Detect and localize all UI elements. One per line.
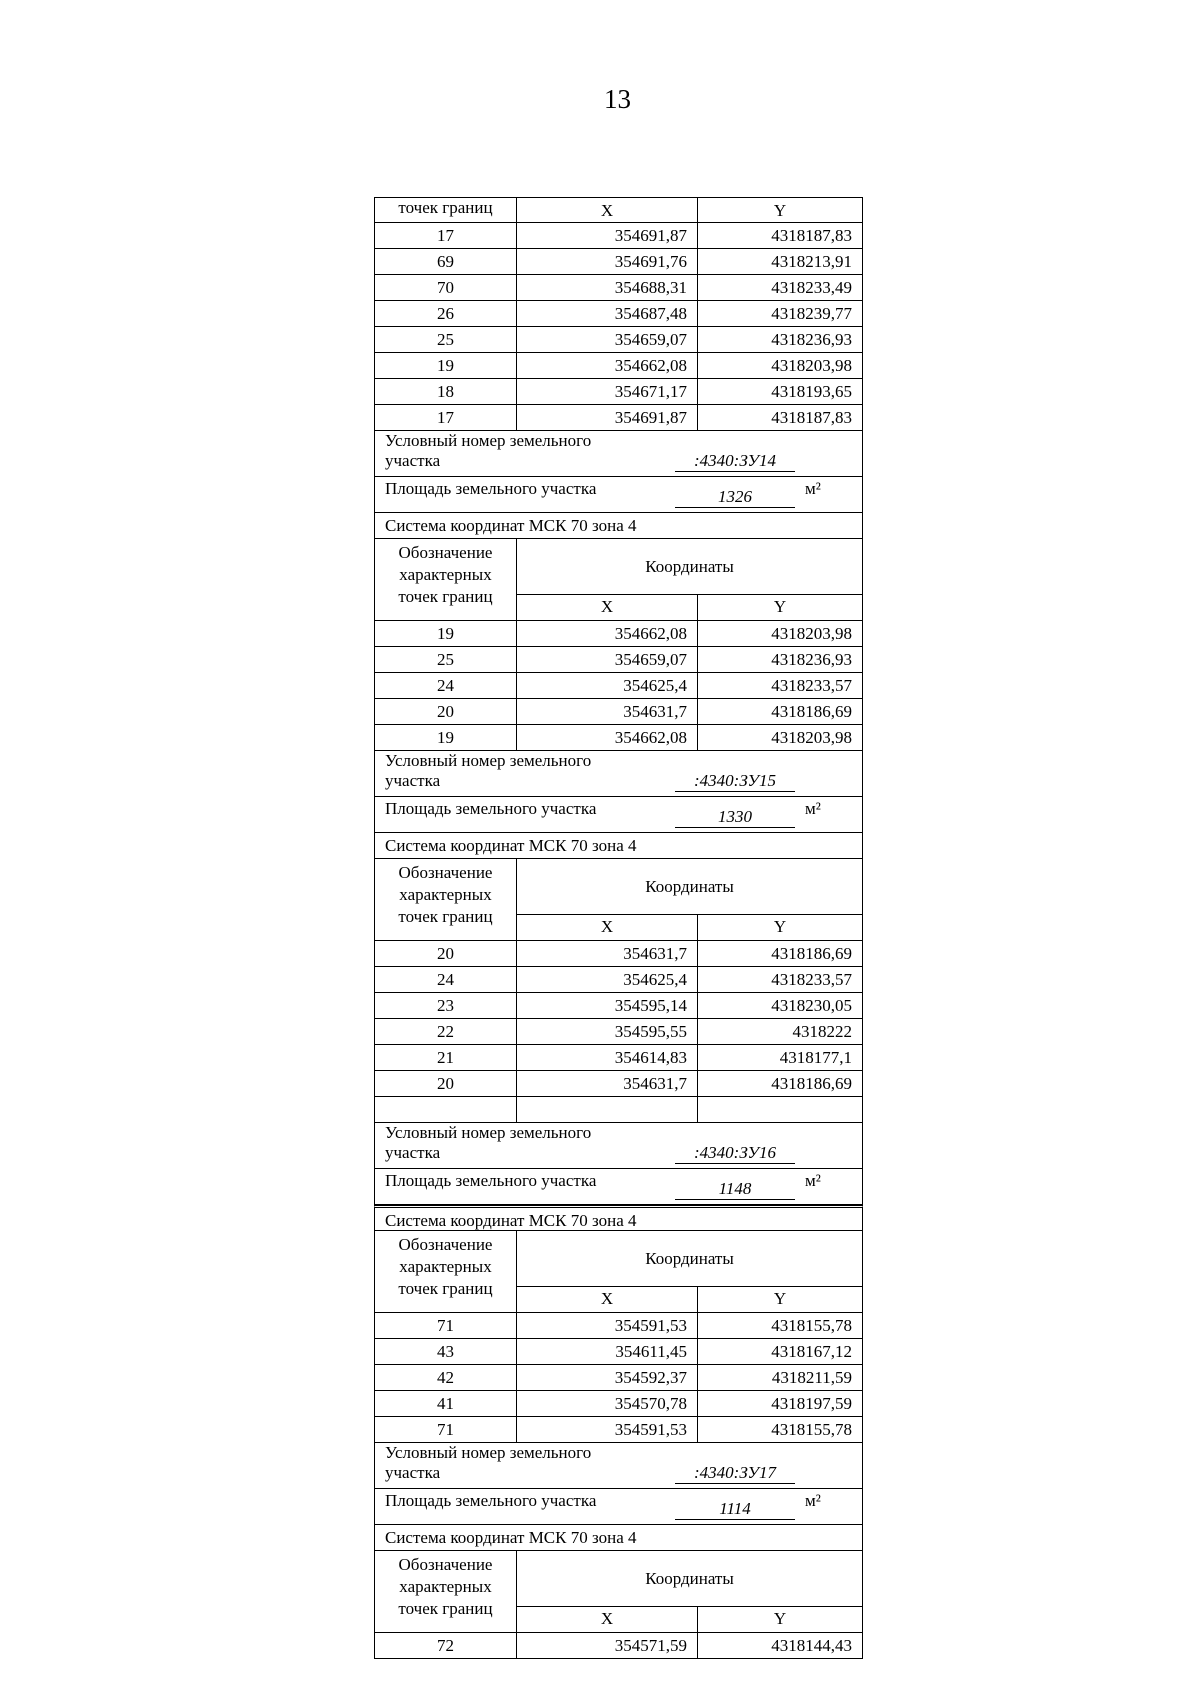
point-number: 20 bbox=[375, 941, 517, 966]
coordinates-header: Координаты bbox=[517, 859, 862, 915]
page-number: 13 bbox=[604, 84, 631, 114]
point-number: 42 bbox=[375, 1365, 517, 1390]
coordinate-system-label: Система координат МСК 70 зона 4 bbox=[385, 1528, 637, 1547]
plot-number-row bbox=[374, 431, 863, 477]
coordinate-system-row bbox=[374, 1205, 863, 1231]
coordinate-system-label: Система координат МСК 70 зона 4 bbox=[385, 1211, 637, 1230]
designation-line3: точек границ bbox=[398, 1599, 493, 1618]
point-number: 21 bbox=[375, 1045, 517, 1070]
area-unit: м² bbox=[805, 1171, 821, 1190]
coordinates-header: Координаты bbox=[517, 1231, 862, 1287]
table-header bbox=[374, 859, 863, 941]
designation-header bbox=[375, 1231, 517, 1312]
area-label: Площадь земельного участка bbox=[385, 1171, 597, 1190]
point-number: 25 bbox=[375, 327, 517, 352]
table-row bbox=[374, 301, 863, 327]
plot-number-label-line1: Условный номер земельного bbox=[385, 431, 592, 450]
designation-line3: точек границ bbox=[398, 1279, 493, 1298]
plot-number-value: :4340:ЗУ17 bbox=[675, 1463, 795, 1484]
designation-line1: Обозначение bbox=[398, 863, 493, 882]
table-row bbox=[374, 1071, 863, 1097]
designation-line2: характерных bbox=[399, 565, 492, 584]
x-column-header: X bbox=[517, 1286, 698, 1312]
point-number: 19 bbox=[375, 621, 517, 646]
x-coordinate: 354570,78 bbox=[517, 1391, 698, 1416]
point-number: 17 bbox=[375, 223, 517, 248]
table-row bbox=[374, 353, 863, 379]
x-column-header: X bbox=[517, 594, 698, 620]
table-row bbox=[374, 1097, 863, 1123]
coordinate-system-row bbox=[374, 833, 863, 859]
table-row bbox=[374, 223, 863, 249]
y-coordinate: 4318233,57 bbox=[771, 676, 852, 695]
y-coordinate: 4318236,93 bbox=[771, 650, 852, 669]
designation-line1: Обозначение bbox=[398, 1235, 493, 1254]
point-number: 41 bbox=[375, 1391, 517, 1416]
table-row bbox=[374, 249, 863, 275]
y-coordinate: 4318213,91 bbox=[771, 252, 852, 271]
area-label: Площадь земельного участка bbox=[385, 479, 597, 498]
point-number: 71 bbox=[375, 1313, 517, 1338]
x-coordinate: 354591,53 bbox=[517, 1313, 698, 1338]
coordinates-document bbox=[374, 197, 863, 1659]
table-header bbox=[374, 1231, 863, 1313]
x-column-header: X bbox=[517, 914, 698, 940]
x-coordinate: 354595,14 bbox=[517, 993, 698, 1018]
y-coordinate: 4318236,93 bbox=[771, 330, 852, 349]
table-row bbox=[374, 275, 863, 301]
plot-number-row bbox=[374, 1443, 863, 1489]
designation-line2: характерных bbox=[399, 885, 492, 904]
point-number: 18 bbox=[375, 379, 517, 404]
x-coordinate: 354662,08 bbox=[517, 725, 698, 750]
y-coordinate: 4318197,59 bbox=[771, 1394, 852, 1413]
point-number: 70 bbox=[375, 275, 517, 300]
plot-number-row bbox=[374, 751, 863, 797]
plot-number-value: :4340:ЗУ14 bbox=[675, 451, 795, 472]
point-number: 25 bbox=[375, 647, 517, 672]
plot-number-label-line1: Условный номер земельного bbox=[385, 1443, 592, 1462]
table-header bbox=[374, 1551, 863, 1633]
plot-number-label-line2: участка bbox=[385, 771, 441, 790]
y-column-header: Y bbox=[773, 1289, 787, 1308]
y-coordinate: 4318187,83 bbox=[771, 408, 852, 427]
x-coordinate: 354688,31 bbox=[517, 275, 698, 300]
table-row bbox=[374, 993, 863, 1019]
coordinates-header: Координаты bbox=[517, 539, 862, 595]
x-coordinate bbox=[517, 1097, 698, 1122]
area-unit: м² bbox=[805, 1491, 821, 1510]
area-row bbox=[374, 1489, 863, 1525]
point-number: 19 bbox=[375, 353, 517, 378]
y-column-header: Y bbox=[773, 201, 787, 220]
table-row bbox=[374, 327, 863, 353]
y-coordinate: 4318203,98 bbox=[771, 624, 852, 643]
x-coordinate: 354659,07 bbox=[517, 647, 698, 672]
x-coordinate: 354591,53 bbox=[517, 1417, 698, 1442]
y-coordinate: 4318203,98 bbox=[771, 728, 852, 747]
x-coordinate: 354611,45 bbox=[517, 1339, 698, 1364]
x-coordinate: 354691,87 bbox=[517, 405, 698, 430]
y-coordinate: 4318222 bbox=[792, 1022, 852, 1041]
table-header-continued bbox=[374, 197, 863, 223]
y-coordinate: 4318233,57 bbox=[771, 970, 852, 989]
y-coordinate bbox=[698, 1097, 862, 1122]
plot-number-value: :4340:ЗУ15 bbox=[675, 771, 795, 792]
y-coordinate: 4318167,12 bbox=[771, 1342, 852, 1361]
designation-line1: Обозначение bbox=[398, 543, 493, 562]
point-number: 71 bbox=[375, 1417, 517, 1442]
plot-number-row bbox=[374, 1123, 863, 1169]
plot-number-label-line1: Условный номер земельного bbox=[385, 751, 592, 770]
point-number: 23 bbox=[375, 993, 517, 1018]
designation-line2: характерных bbox=[399, 1577, 492, 1596]
point-number: 19 bbox=[375, 725, 517, 750]
area-unit: м² bbox=[805, 479, 821, 498]
designation-line2: характерных bbox=[399, 1257, 492, 1276]
point-number bbox=[375, 1097, 517, 1122]
table-row bbox=[374, 1633, 863, 1659]
y-coordinate: 4318144,43 bbox=[771, 1636, 852, 1655]
first-section-rows bbox=[374, 223, 863, 431]
table-header bbox=[374, 539, 863, 621]
x-coordinate: 354571,59 bbox=[517, 1633, 698, 1658]
table-row bbox=[374, 405, 863, 431]
y-coordinate: 4318155,78 bbox=[771, 1420, 852, 1439]
point-number: 72 bbox=[375, 1633, 517, 1658]
point-number: 20 bbox=[375, 1071, 517, 1096]
plot-number-label-line2: участка bbox=[385, 451, 441, 470]
designation-line1: Обозначение bbox=[398, 1555, 493, 1574]
area-unit: м² bbox=[805, 799, 821, 818]
point-number: 20 bbox=[375, 699, 517, 724]
table-row bbox=[374, 647, 863, 673]
table-row bbox=[374, 621, 863, 647]
area-value: 1330 bbox=[675, 807, 795, 828]
y-coordinate: 4318186,69 bbox=[771, 1074, 852, 1093]
y-coordinate: 4318233,49 bbox=[771, 278, 852, 297]
y-column-header: Y bbox=[773, 917, 787, 936]
table-row bbox=[374, 1365, 863, 1391]
designation-header bbox=[375, 1551, 517, 1632]
y-coordinate: 4318230,05 bbox=[771, 996, 852, 1015]
y-coordinate: 4318193,65 bbox=[771, 382, 852, 401]
y-coordinate: 4318186,69 bbox=[771, 702, 852, 721]
coordinate-system-row bbox=[374, 513, 863, 539]
point-number: 26 bbox=[375, 301, 517, 326]
designation-line3: точек границ bbox=[398, 587, 493, 606]
table-row bbox=[374, 1045, 863, 1071]
area-value: 1114 bbox=[675, 1499, 795, 1520]
coordinates-header: Координаты bbox=[517, 1551, 862, 1607]
plot-number-label-line1: Условный номер земельного bbox=[385, 1123, 592, 1142]
point-number: 43 bbox=[375, 1339, 517, 1364]
table-row bbox=[374, 1417, 863, 1443]
x-coordinate: 354614,83 bbox=[517, 1045, 698, 1070]
point-number: 24 bbox=[375, 967, 517, 992]
x-coordinate: 354631,7 bbox=[517, 699, 698, 724]
designation-line3: точек границ bbox=[398, 907, 493, 926]
parcels-list bbox=[374, 431, 863, 1659]
area-row bbox=[374, 1169, 863, 1205]
point-number: 22 bbox=[375, 1019, 517, 1044]
x-column-header: X bbox=[517, 198, 698, 222]
table-row bbox=[374, 699, 863, 725]
x-coordinate: 354687,48 bbox=[517, 301, 698, 326]
designation-header bbox=[375, 859, 517, 940]
point-number: 24 bbox=[375, 673, 517, 698]
area-value: 1326 bbox=[675, 487, 795, 508]
y-coordinate: 4318239,77 bbox=[771, 304, 852, 323]
area-label: Площадь земельного участка bbox=[385, 1491, 597, 1510]
designation-header bbox=[375, 539, 517, 620]
area-row bbox=[374, 477, 863, 513]
x-coordinate: 354671,17 bbox=[517, 379, 698, 404]
x-column-header: X bbox=[517, 1606, 698, 1632]
plot-number-label-line2: участка bbox=[385, 1463, 441, 1482]
area-value: 1148 bbox=[675, 1179, 795, 1200]
coordinate-system-label: Система координат МСК 70 зона 4 bbox=[385, 836, 637, 855]
x-coordinate: 354625,4 bbox=[517, 673, 698, 698]
y-coordinate: 4318203,98 bbox=[771, 356, 852, 375]
x-coordinate: 354691,87 bbox=[517, 223, 698, 248]
y-coordinate: 4318186,69 bbox=[771, 944, 852, 963]
x-coordinate: 354595,55 bbox=[517, 1019, 698, 1044]
area-row bbox=[374, 797, 863, 833]
x-coordinate: 354691,76 bbox=[517, 249, 698, 274]
y-column-header: Y bbox=[773, 1609, 787, 1628]
point-number: 69 bbox=[375, 249, 517, 274]
x-coordinate: 354662,08 bbox=[517, 353, 698, 378]
point-number: 17 bbox=[375, 405, 517, 430]
table-row bbox=[374, 941, 863, 967]
table-row bbox=[374, 379, 863, 405]
x-coordinate: 354662,08 bbox=[517, 621, 698, 646]
table-row bbox=[374, 725, 863, 751]
table-row bbox=[374, 1313, 863, 1339]
x-coordinate: 354631,7 bbox=[517, 1071, 698, 1096]
y-coordinate: 4318187,83 bbox=[771, 226, 852, 245]
table-row bbox=[374, 967, 863, 993]
y-coordinate: 4318211,59 bbox=[771, 1368, 852, 1387]
coordinate-system-row bbox=[374, 1525, 863, 1551]
table-row bbox=[374, 1391, 863, 1417]
area-label: Площадь земельного участка bbox=[385, 799, 597, 818]
coordinate-system-label: Система координат МСК 70 зона 4 bbox=[385, 516, 637, 535]
x-coordinate: 354659,07 bbox=[517, 327, 698, 352]
table-row bbox=[374, 1339, 863, 1365]
y-coordinate: 4318155,78 bbox=[771, 1316, 852, 1335]
x-coordinate: 354625,4 bbox=[517, 967, 698, 992]
x-coordinate: 354592,37 bbox=[517, 1365, 698, 1390]
plot-number-label-line2: участка bbox=[385, 1143, 441, 1162]
table-row bbox=[374, 673, 863, 699]
y-column-header: Y bbox=[773, 597, 787, 616]
plot-number-value: :4340:ЗУ16 bbox=[675, 1143, 795, 1164]
table-row bbox=[374, 1019, 863, 1045]
y-coordinate: 4318177,1 bbox=[779, 1048, 852, 1067]
x-coordinate: 354631,7 bbox=[517, 941, 698, 966]
designation-header-tail: точек границ bbox=[375, 198, 517, 222]
